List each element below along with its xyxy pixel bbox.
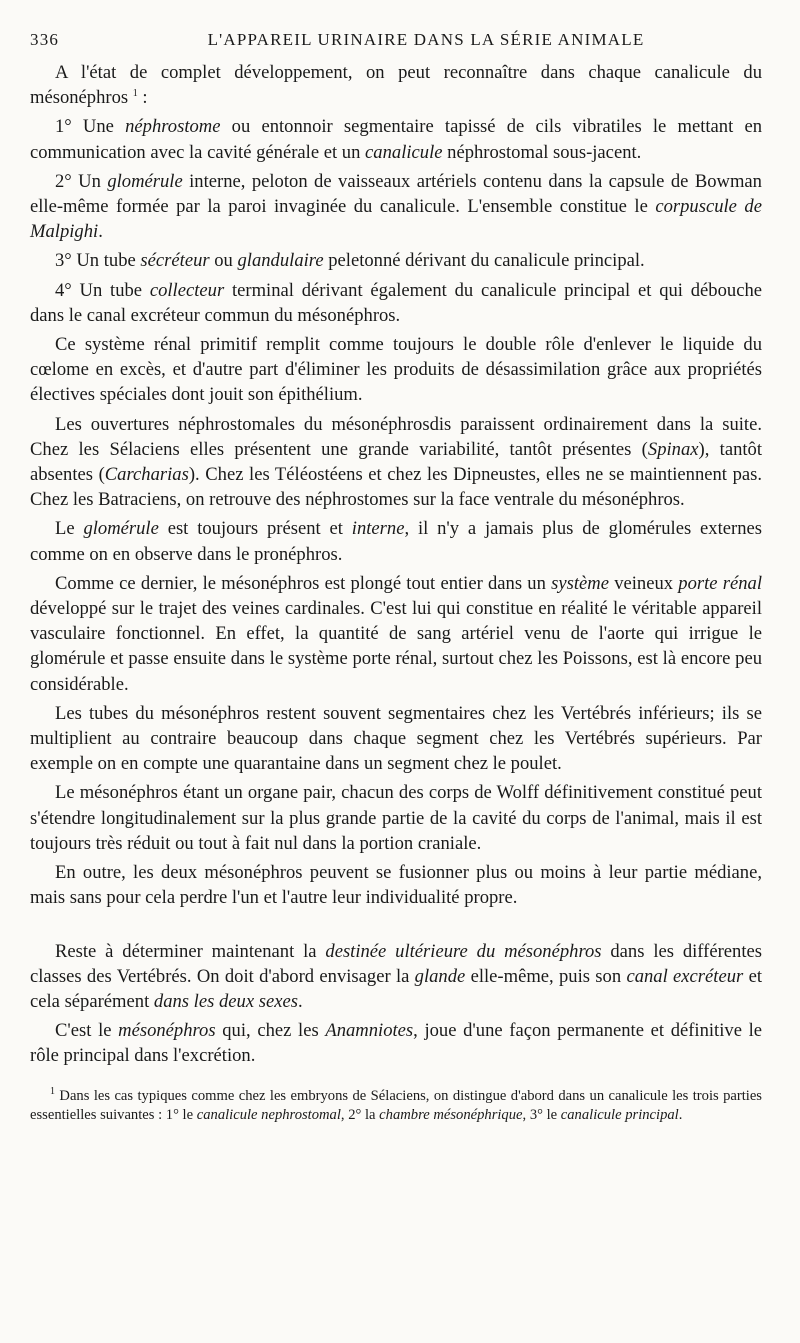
text-run: qui, chez les <box>215 1020 326 1042</box>
text-run: En outre, les deux mésonéphros peuvent se fusionner plus ou moins à leur partie médiane, mais sans pour cela perdre l'un et l'autre leur individualité propre. <box>30 862 762 909</box>
text-run: Ce système rénal primitif remplit comme toujours le double rôle d'enlever le liquide du cœlome en excès, et d'autre part d'éliminer les produits de désassimilation grâce aux propriétés électives spéciales dont jouit son épithélium. <box>30 334 762 406</box>
paragraph <box>30 278 762 328</box>
text-run: veineux <box>608 572 679 594</box>
paragraph <box>30 571 762 697</box>
paragraph <box>30 114 762 164</box>
text-run: et cela séparément <box>30 965 762 1012</box>
text-run: . <box>678 1106 683 1123</box>
text-run: 3° Un tube <box>55 250 141 272</box>
text-run: Dans les cas typiques comme chez les embryons de Sélaciens, on distingue d'abord dans un canalicule les trois parties essentielles suivantes : 1° le <box>30 1087 762 1123</box>
italic-term: Spinax <box>647 438 699 460</box>
paragraph <box>30 939 762 1015</box>
text-run: Le mésonéphros étant un organe pair, chacun des corps de Wolff définitivement constitué peut s'étendre longitudinalement sur la plus grande partie de la cavité du corps de l'animal, mais il est toujours très réduit ou tout à fait nul dans la portion craniale. <box>30 782 762 854</box>
text-run: ou <box>209 250 238 272</box>
text-run: Les ouvertures néphrostomales du mésonéphrosdis paraissent ordinairement dans la suite. Chez les Sélaciens elles présentent une grande variabilité, tantôt présentes ( <box>30 413 762 460</box>
text-run: ou entonnoir segmentaire tapissé de cils vibratiles le mettant en communication avec la cavité générale et un <box>30 116 762 163</box>
italic-term: canal excréteur <box>626 965 744 987</box>
italic-term: Carcharias <box>104 464 189 486</box>
italic-term: néphrostome <box>125 116 221 138</box>
text-run: Reste à déterminer maintenant la <box>55 940 326 962</box>
text-run: elle-même, puis son <box>465 965 627 987</box>
text-run: , 2° la <box>340 1106 380 1123</box>
paragraph <box>30 248 762 273</box>
text-run: 4° Un tube <box>55 279 150 301</box>
text-run: développé sur le trajet des veines cardinales. C'est lui qui constitue en réalité le véritable appareil vasculaire fonctionnel. En effet, la quantité de sang artériel venu de l'aorte qui irrigue le glomérule et passe ensuite dans le système porte rénal, surtout chez les Poissons, est là encore peu considérable. <box>30 598 762 695</box>
text-run: A l'état de complet développement, on peut reconnaître dans chaque canalicule du mésonéphros <box>30 62 762 109</box>
italic-term: destinée ultérieure du mésonéphros <box>325 940 602 962</box>
paragraph <box>30 860 762 910</box>
italic-term: collecteur <box>149 279 225 301</box>
text-run: Les tubes du mésonéphros restent souvent segmentaires chez les Vertébrés inférieurs; ils se multiplient au contraire beaucoup dans chaque segment chez les Vertébrés supérieurs. Par exemple on en compte une quarantaine dans un segment chez le poulet. <box>30 702 762 775</box>
running-title: L'APPAREIL URINAIRE DANS LA SÉRIE ANIMALE <box>207 30 645 49</box>
paragraph <box>30 780 762 856</box>
italic-term: corpuscule de Malpighi <box>30 196 762 243</box>
italic-term: porte rénal <box>678 572 763 594</box>
italic-term: canalicule <box>365 141 443 163</box>
paragraph <box>30 516 762 566</box>
paragraph <box>30 60 762 110</box>
footnotes <box>30 1087 762 1125</box>
text-run: . <box>297 990 303 1012</box>
italic-term: chambre mésonéphrique <box>379 1106 523 1123</box>
italic-term: Anamniotes <box>325 1020 414 1042</box>
paragraph <box>30 169 762 245</box>
text-run: : <box>137 87 148 109</box>
text-run: , il n'y a jamais plus de glomérules externes comme on en observe dans le pronéphros. <box>30 518 762 565</box>
text-run: ), tantôt absentes ( <box>30 438 762 486</box>
footnote-marker: 1 <box>50 1085 55 1097</box>
text-run: , 3° le <box>522 1106 561 1123</box>
text-run: terminal dérivant également du canalicule principal et qui débouche dans le canal excréteur commun du mésonéphros. <box>30 279 762 326</box>
italic-term: glandulaire <box>237 250 324 272</box>
italic-term: interne <box>351 518 405 540</box>
paragraph <box>30 332 762 408</box>
text-run: 2° Un <box>55 170 108 192</box>
text-run: C'est le <box>55 1020 119 1042</box>
text-run: , joue d'une façon permanente et définitive le rôle principal dans l'excrétion. <box>30 1020 763 1067</box>
paragraph <box>30 412 762 513</box>
text-run: peletonné dérivant du canalicule principal. <box>323 250 645 272</box>
footnote <box>30 1087 762 1125</box>
italic-term: mésonéphros <box>118 1020 216 1042</box>
text-run: Le <box>55 518 84 540</box>
italic-term: sécréteur <box>140 250 210 272</box>
text-run: 1° Une <box>55 116 126 138</box>
running-head <box>30 22 762 52</box>
text-run: interne, peloton de vaisseaux artériels contenu dans la capsule de Bowman elle-même formée par la paroi invaginée du canalicule. L'ensemble constitue le <box>30 170 762 218</box>
text-run: ). Chez les Téléostéens et chez les Dipneustes, elles ne se maintiennent pas. Chez les Batraciens, on retrouve des néphrostomes sur la face ventrale du mésonéphros. <box>30 464 762 511</box>
text-run: néphrostomal sous-jacent. <box>442 141 642 163</box>
text-run: Comme ce dernier, le mésonéphros est plongé tout entier dans un <box>55 572 552 594</box>
italic-term: canalicule nephrostomal <box>196 1106 341 1123</box>
footnote-marker: 1 <box>132 88 138 100</box>
italic-term: glomérule <box>83 518 159 540</box>
text-run: dans les différentes classes des Vertébrés. On doit d'abord envisager la <box>30 940 762 987</box>
paragraph <box>30 1018 762 1068</box>
page-number: 336 <box>30 30 60 49</box>
text-run: est toujours présent et <box>158 518 352 540</box>
italic-term: canalicule principal <box>560 1106 679 1123</box>
italic-term: dans les deux sexes <box>153 990 298 1012</box>
italic-term: système <box>551 572 609 594</box>
body-text <box>30 60 762 1069</box>
italic-term: glomérule <box>107 170 183 192</box>
paragraph <box>30 701 762 777</box>
text-run: . <box>98 221 103 243</box>
italic-term: glande <box>414 965 466 987</box>
